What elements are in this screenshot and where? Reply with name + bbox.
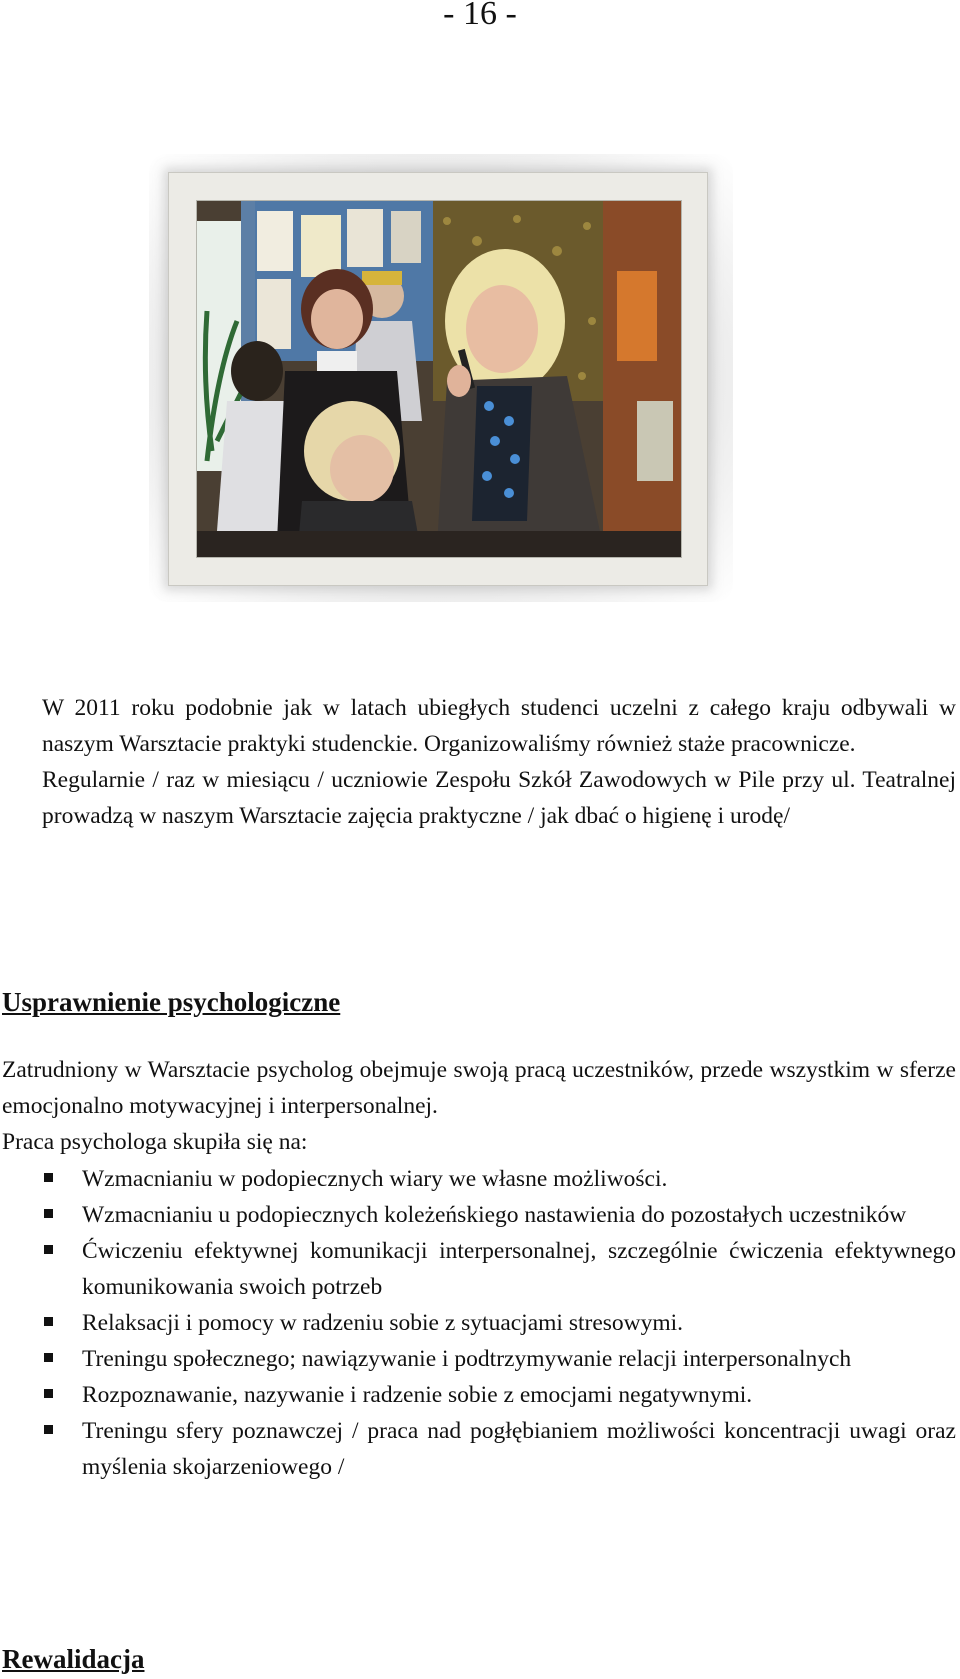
- square-bullet-icon: [44, 1173, 53, 1182]
- intro-paragraph-2: Regularnie / raz w miesiącu / uczniowie Zespołu Szkół Zawodowych w Pile przy ul. Teatralnej prowadzą w naszym Warsztacie zajęcia praktyczne / jak dbać o higienę i urodę/: [42, 767, 956, 829]
- square-bullet-icon: [44, 1389, 53, 1398]
- page-number: - 16 -: [443, 0, 517, 32]
- square-bullet-icon: [44, 1317, 53, 1326]
- list-item: Wzmacnianiu u podopiecznych koleżeńskiego nastawienia do pozostałych uczestników: [42, 1197, 956, 1233]
- list-item: Ćwiczeniu efektywnej komunikacji interpersonalnej, szczególnie ćwiczenia efektywnego komunikowania swoich potrzeb: [42, 1233, 956, 1305]
- square-bullet-icon: [44, 1209, 53, 1218]
- psychology-paragraph-2: Praca psychologa skupiła się na:: [2, 1129, 308, 1155]
- list-item: Wzmacnianiu w podopiecznych wiary we własne możliwości.: [42, 1161, 956, 1197]
- square-bullet-icon: [44, 1425, 53, 1434]
- square-bullet-icon: [44, 1245, 53, 1254]
- intro-text: [42, 690, 956, 834]
- section-heading-psychology: Usprawnienie psychologiczne: [2, 987, 341, 1017]
- list-item: Treningu społecznego; nawiązywanie i podtrzymywanie relacji interpersonalnych: [42, 1341, 956, 1377]
- photo-icon: [197, 201, 681, 557]
- list-item: Relaksacji i pomocy w radzeniu sobie z sytuacjami stresowymi.: [42, 1305, 956, 1341]
- list-item: Rozpoznawanie, nazywanie i radzenie sobie z emocjami negatywnymi.: [42, 1377, 956, 1413]
- square-bullet-icon: [44, 1353, 53, 1362]
- psychology-text: [2, 1052, 956, 1160]
- psychology-bullet-list: [42, 1161, 956, 1485]
- psychology-paragraph-1: Zatrudniony w Warsztacie psycholog obejmuje swoją pracą uczestników, przede wszystkim w sferze emocjonalno motywacyjnej i interpersonalnej.: [2, 1057, 956, 1119]
- section-heading-rehabilitation: Rewalidacja: [2, 1644, 145, 1674]
- intro-paragraph-1: W 2011 roku podobnie jak w latach ubiegłych studenci uczelni z całego kraju odbywali w naszym Warsztacie praktyki studenckie. Organizowaliśmy również staże pracownicze.: [42, 695, 956, 757]
- list-item: Treningu sfery poznawczej / praca nad pogłębianiem możliwości koncentracji uwagi oraz myślenia skojarzeniowego /: [42, 1413, 956, 1485]
- event-photo: [196, 200, 682, 558]
